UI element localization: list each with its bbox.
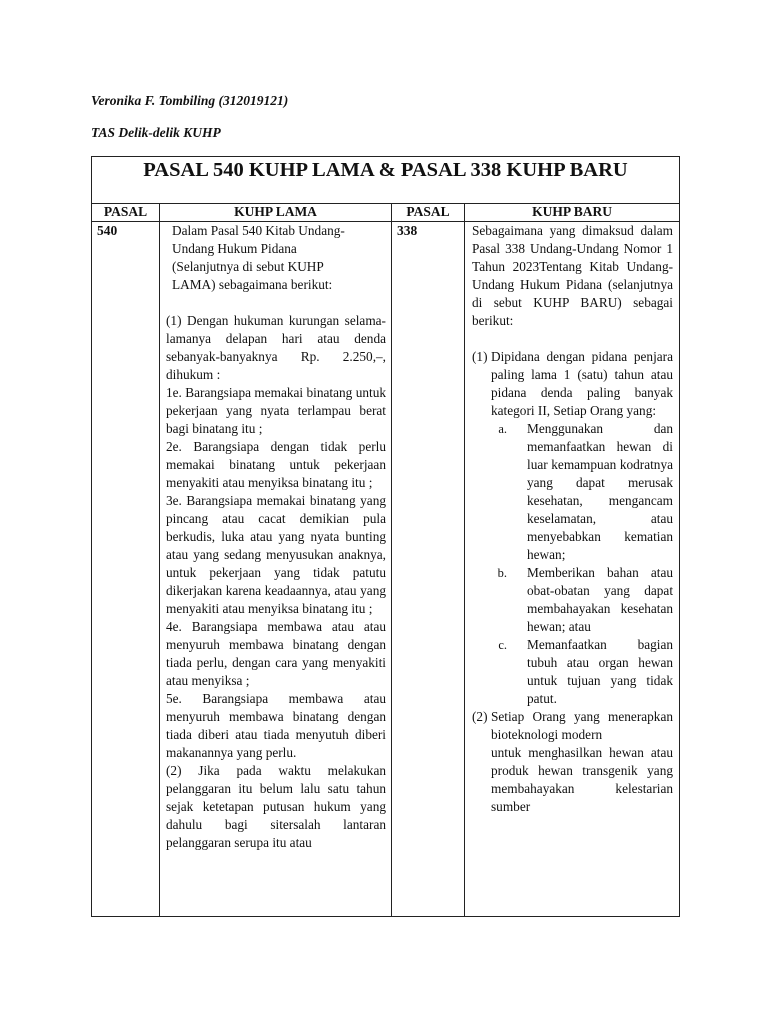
lama-ayat-1: (1) Dengan hukuman kurungan selama-lamanya delapan hari atau denda sebanyak-banyaknya Rp. 2.250,–, dihukum :: [166, 313, 386, 382]
lama-ayat-2: (2) Jika pada waktu melakukan pelanggaran itu belum lalu satu tahun sejak ketetapan putusan hukum yang dahulu bagi sitersalah lantaran pelanggaran serupa itu atau: [166, 763, 386, 850]
table-title: PASAL 540 KUHP LAMA & PASAL 338 KUHP BARU: [143, 159, 628, 181]
comparison-table: [91, 156, 680, 917]
baru-huruf-c-text: Memanfaatkan bagian tubuh atau organ hewan untuk tujuan yang tidak patut.: [527, 637, 674, 706]
lama-butir-4e: 4e. Barangsiapa membawa atau atau menyuruh membawa binatang dengan tiada perlu, dengan cara yang menyakiti atau menyiksa ;: [166, 619, 386, 688]
lama-butir-5e: 5e. Barangsiapa membawa atau menyuruh membawa binatang dengan tiada diberi atau tiada menyutuh diberi makanannya yang perlu.: [166, 691, 386, 760]
pasal-338: 338: [392, 222, 465, 917]
lama-butir-1e: 1e. Barangsiapa memakai binatang untuk pekerjaan yang nyata terlampau berat bagi binatang itu ;: [166, 385, 386, 436]
baru-intro: Sebagaimana yang dimaksud dalam Pasal 338 Undang-Undang Nomor 1 Tahun 2023Tentang Kitab Undang-Undang Hukum Pidana (selanjutnya di sebut KUHP BARU) sebagai berikut:: [472, 223, 674, 328]
baru-ayat-2: [472, 708, 673, 816]
kuhp-baru-text: [465, 222, 680, 917]
baru-huruf-a-text: Menggunakan dan memanfaatkan hewan di luar kemampuan kodratnya yang dapat merusak kesehatan, mengancam keselamatan, atau menyebabkan kematian hewan;: [527, 421, 674, 562]
header-kuhp-baru: KUHP BARU: [465, 204, 680, 222]
title-row: [92, 157, 680, 204]
baru-ayat-2-part1: Setiap Orang yang menerapkan bioteknologi modern: [491, 709, 674, 742]
baru-ayat-2-part2: untuk menghasilkan hewan atau produk hewan transgenik yang membahayakan kelestarian sumber: [491, 745, 674, 814]
baru-ayat-1-text: Dipidana dengan pidana penjara paling lama 1 (satu) tahun atau pidana denda paling banyak kategori II, Setiap Orang yang:: [491, 349, 674, 418]
kuhp-lama-text: [160, 222, 392, 917]
baru-huruf-c: [491, 636, 673, 708]
baru-huruf-b-text: Memberikan bahan atau obat-obatan yang dapat membahayakan kesehatan hewan; atau: [527, 565, 674, 634]
lama-intro-line: Undang Hukum Pidana: [172, 241, 297, 256]
baru-huruf-a-label: a.: [498, 422, 507, 436]
baru-ayat-2-number: (2): [472, 709, 488, 724]
pasal-540: 540: [92, 222, 160, 917]
lama-intro-line: (Selanjutnya di sebut KUHP: [172, 259, 324, 274]
lama-butir-2e: 2e. Barangsiapa dengan tidak perlu memakai binatang untuk pekerjaan menyakiti atau menyiksa binatang itu ;: [166, 439, 386, 490]
lama-intro-line: Dalam Pasal 540 Kitab Undang-: [172, 223, 345, 238]
baru-ayat-1-number: (1): [472, 349, 488, 364]
header-pasal-lama: PASAL: [92, 204, 160, 222]
baru-huruf-c-label: c.: [498, 638, 507, 652]
lama-intro-line: LAMA) sebagaimana berikut:: [172, 277, 333, 292]
baru-ayat-1: [472, 348, 673, 420]
baru-huruf-a: [491, 420, 673, 564]
content-row: [92, 222, 680, 917]
author-line: Veronika F. Tombiling (312019121): [91, 93, 289, 108]
header-row: [92, 204, 680, 222]
header-kuhp-lama: KUHP LAMA: [160, 204, 392, 222]
lama-butir-3e: 3e. Barangsiapa memakai binatang yang pincang atau cacat demikian pula berkudis, luka atau yang nyata bunting atau yang sedang menyusukan anaknya, untuk pekerjaan yang tidak patutu dikerjakan karena keadaannya, atau yang menyakiti atau menyiksa binatang itu ;: [166, 493, 386, 616]
lama-intro: [166, 222, 386, 294]
header-pasal-baru: PASAL: [392, 204, 465, 222]
subject-line: TAS Delik-delik KUHP: [91, 125, 221, 140]
baru-ayat-2-text: [491, 708, 673, 816]
baru-huruf-b: [491, 564, 673, 636]
baru-huruf-b-label: b.: [497, 566, 507, 580]
